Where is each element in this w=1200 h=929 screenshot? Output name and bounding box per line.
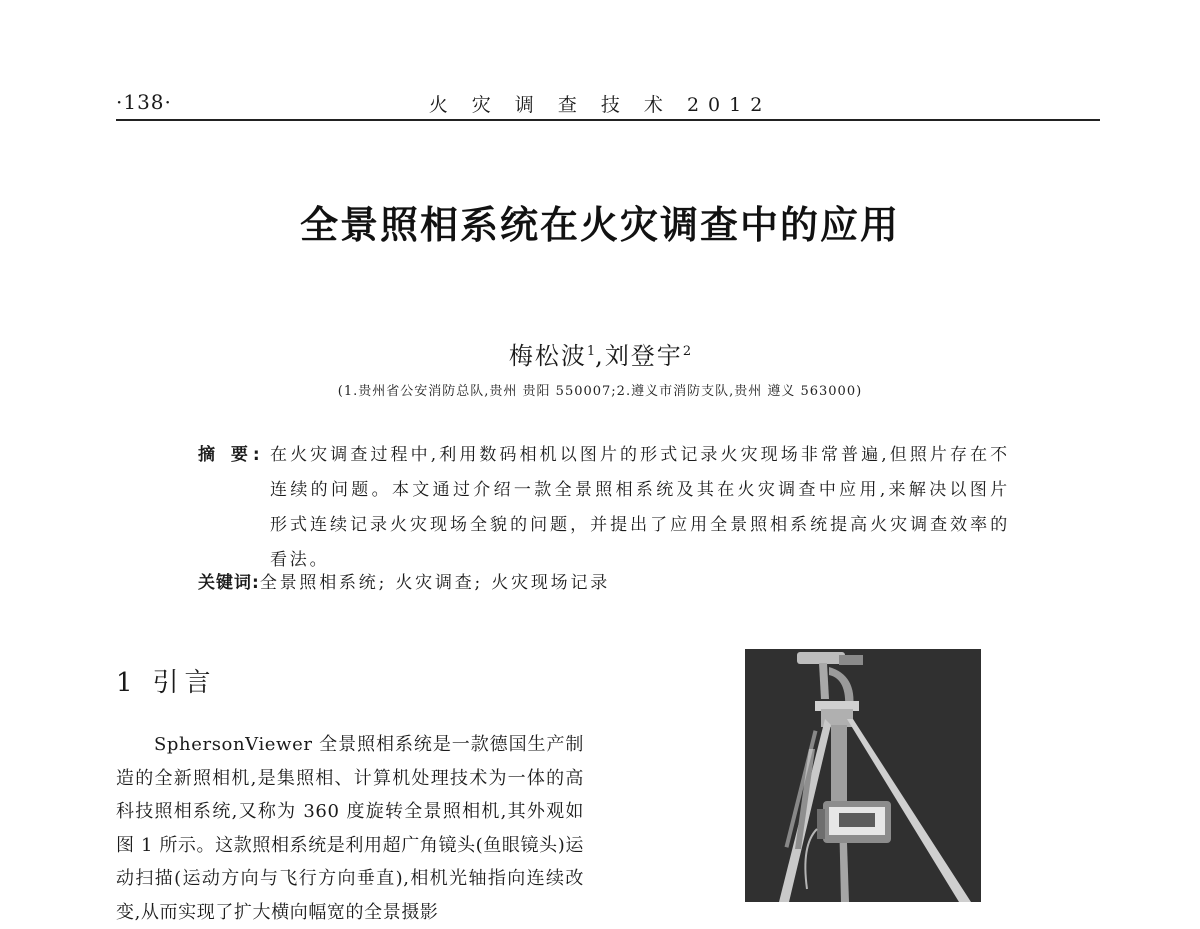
- keywords-text: 全景照相系统; 火灾调查; 火灾现场记录: [259, 573, 611, 593]
- running-header: 火 灾 调 查 技 术 2012: [428, 94, 772, 116]
- tripod-camera-image: [745, 649, 981, 902]
- paper-title: 全景照相系统在火灾调查中的应用: [299, 203, 900, 247]
- keywords: [198, 568, 1010, 593]
- abstract: [198, 438, 1010, 578]
- author-affiliation-mark: 1: [586, 344, 596, 359]
- figure-panoramic-camera-photo: [745, 649, 981, 902]
- header-rule: [116, 119, 1100, 121]
- section-title: 引言: [152, 668, 217, 698]
- body-paragraph: SphersonViewer 全景照相系统是一款德国生产制造的全新照相机,是集照相、计算机处理技术为一体的高科技照相系统,又称为 360 度旋转全景照相机,其外观如图 1 所示。这款照相系统是利用超广角镜头(鱼眼镜头)运动扫描(运动方向与飞行方向垂直),相机光轴指向连续改变,从而实现了扩大横向幅宽的全景摄影: [116, 734, 584, 923]
- author-name: 刘登宇: [604, 342, 683, 370]
- section-number: 1: [116, 668, 139, 698]
- author-line: [0, 336, 1200, 371]
- author-separator: ,: [595, 342, 605, 370]
- keywords-label: 关键词:: [198, 573, 260, 593]
- abstract-text: 在火灾调查过程中,利用数码相机以图片的形式记录火灾现场非常普遍,但照片存在不连续的问题。本文通过介绍一款全景照相系统及其在火灾调查中应用,来解决以图片形式连续记录火灾现场全貌的问题，并提出了应用全景照相系统提高火灾调查效率的看法。: [270, 445, 1010, 570]
- author-affiliation-mark: 2: [682, 344, 692, 359]
- affiliation: (1.贵州省公安消防总队,贵州 贵阳 550007;2.遵义市消防支队,贵州 遵义 563000): [337, 384, 863, 399]
- section-heading: [116, 662, 217, 699]
- abstract-label: 摘 要:: [198, 445, 265, 465]
- author-name: 梅松波: [508, 342, 587, 370]
- page-number: ·138·: [116, 90, 172, 114]
